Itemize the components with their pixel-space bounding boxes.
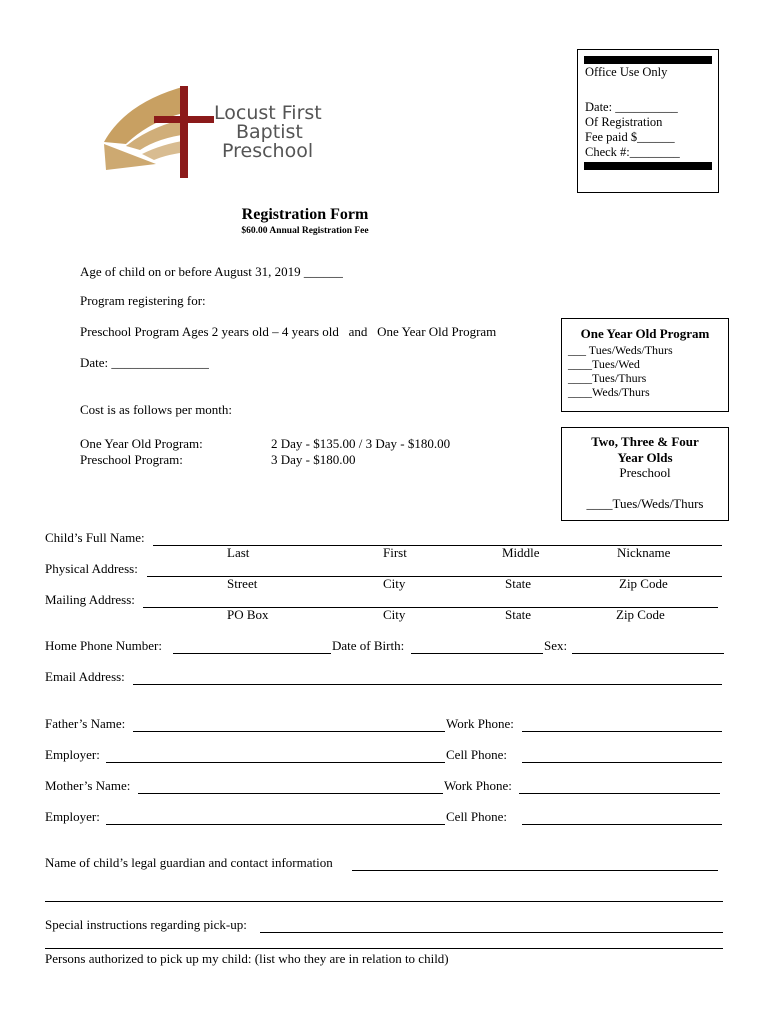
cost-line: Cost is as follows per month: bbox=[80, 402, 233, 417]
church-logo bbox=[96, 82, 396, 182]
father-employer-field[interactable] bbox=[106, 762, 445, 763]
preschool-label: Preschool Program: bbox=[80, 452, 183, 467]
father-cell-phone-field[interactable] bbox=[522, 762, 722, 763]
sub-label: State bbox=[505, 576, 531, 591]
father-name-label: Father’s Name: bbox=[45, 716, 126, 731]
one-year-option: ___ Tues/Weds/Thurs bbox=[568, 343, 673, 357]
one-year-box-title: One Year Old Program bbox=[580, 326, 710, 341]
office-bottom-bar bbox=[584, 162, 712, 170]
mother-cell-phone-label: Cell Phone: bbox=[446, 809, 508, 824]
authorized-persons-label: Persons authorized to pick up my child: (list who they are in relation to child) bbox=[45, 951, 449, 966]
special-instructions-label: Special instructions regarding pick-up: bbox=[45, 917, 247, 932]
mother-work-phone-label: Work Phone: bbox=[444, 778, 512, 793]
home-phone-label: Home Phone Number: bbox=[45, 638, 162, 653]
father-cell-phone-label: Cell Phone: bbox=[446, 747, 508, 762]
special-instructions-field[interactable] bbox=[260, 932, 723, 933]
father-employer-label: Employer: bbox=[45, 747, 100, 762]
office-date: Date: __________ bbox=[585, 100, 678, 114]
sub-label: PO Box bbox=[227, 607, 269, 622]
mother-employer-label: Employer: bbox=[45, 809, 100, 824]
father-work-phone-field[interactable] bbox=[522, 731, 722, 732]
office-of-registration: Of Registration bbox=[585, 115, 663, 129]
sex-label: Sex: bbox=[544, 638, 568, 653]
preschool-box-title2: Year Olds bbox=[617, 450, 673, 465]
sub-label: Last bbox=[227, 545, 250, 560]
form-title: Registration Form bbox=[241, 206, 369, 223]
office-check: Check #:________ bbox=[585, 145, 680, 159]
dob-field[interactable] bbox=[411, 653, 543, 654]
guardian-label: Name of child’s legal guardian and contact information bbox=[45, 855, 333, 870]
mother-name-field[interactable] bbox=[138, 793, 443, 794]
dob-label: Date of Birth: bbox=[332, 638, 405, 653]
sub-label: State bbox=[505, 607, 531, 622]
office-use-box bbox=[577, 49, 719, 193]
registration-fee: $60.00 Annual Registration Fee bbox=[241, 226, 369, 236]
one-year-option: ____Tues/Thurs bbox=[568, 371, 647, 385]
preschool-box-subtitle: Preschool bbox=[619, 465, 671, 480]
sub-label: Zip Code bbox=[619, 576, 668, 591]
logo-line2: Baptist bbox=[236, 121, 303, 143]
preschool-box bbox=[561, 427, 729, 521]
logo-line1: Locust First bbox=[214, 102, 322, 124]
programs-line: Preschool Program Ages 2 years old – 4 years old and One Year Old Program bbox=[80, 324, 497, 339]
preschool-box-title1: Two, Three & Four bbox=[591, 434, 699, 449]
one-year-label: One Year Old Program: bbox=[80, 436, 203, 451]
mailing-address-label: Mailing Address: bbox=[45, 592, 135, 607]
date-line: Date: _______________ bbox=[80, 355, 209, 370]
section-divider bbox=[45, 948, 723, 949]
logo-line3: Preschool bbox=[222, 140, 314, 162]
sub-label: City bbox=[383, 576, 406, 591]
physical-address-label: Physical Address: bbox=[45, 561, 138, 576]
sex-field[interactable] bbox=[572, 653, 724, 654]
one-year-price: 2 Day - $135.00 / 3 Day - $180.00 bbox=[271, 436, 451, 451]
sub-label: Middle bbox=[502, 545, 540, 560]
office-fee-paid: Fee paid $______ bbox=[585, 130, 675, 144]
sub-label: Street bbox=[227, 576, 258, 591]
one-year-option: ____Weds/Thurs bbox=[568, 385, 650, 399]
sub-label: Nickname bbox=[617, 545, 671, 560]
mother-employer-field[interactable] bbox=[106, 824, 445, 825]
guardian-field-line2[interactable] bbox=[45, 901, 723, 902]
one-year-box bbox=[561, 318, 729, 412]
office-title: Office Use Only bbox=[585, 65, 668, 79]
preschool-option: ____Tues/Weds/Thurs bbox=[586, 496, 704, 511]
father-name-field[interactable] bbox=[133, 731, 445, 732]
sub-label: Zip Code bbox=[616, 607, 665, 622]
child-name-label: Child’s Full Name: bbox=[45, 530, 145, 545]
program-for: Program registering for: bbox=[80, 293, 206, 308]
email-label: Email Address: bbox=[45, 669, 125, 684]
guardian-field[interactable] bbox=[352, 870, 718, 871]
father-work-phone-label: Work Phone: bbox=[446, 716, 514, 731]
email-field[interactable] bbox=[133, 684, 722, 685]
mother-name-label: Mother’s Name: bbox=[45, 778, 131, 793]
preschool-price: 3 Day - $180.00 bbox=[271, 452, 356, 467]
home-phone-field[interactable] bbox=[173, 653, 331, 654]
mother-work-phone-field[interactable] bbox=[519, 793, 720, 794]
age-line: Age of child on or before August 31, 2019 ______ bbox=[80, 264, 343, 279]
one-year-option: ____Tues/Wed bbox=[568, 357, 640, 371]
mother-cell-phone-field[interactable] bbox=[522, 824, 722, 825]
office-top-bar bbox=[584, 56, 712, 64]
sub-label: City bbox=[383, 607, 406, 622]
sub-label: First bbox=[383, 545, 407, 560]
